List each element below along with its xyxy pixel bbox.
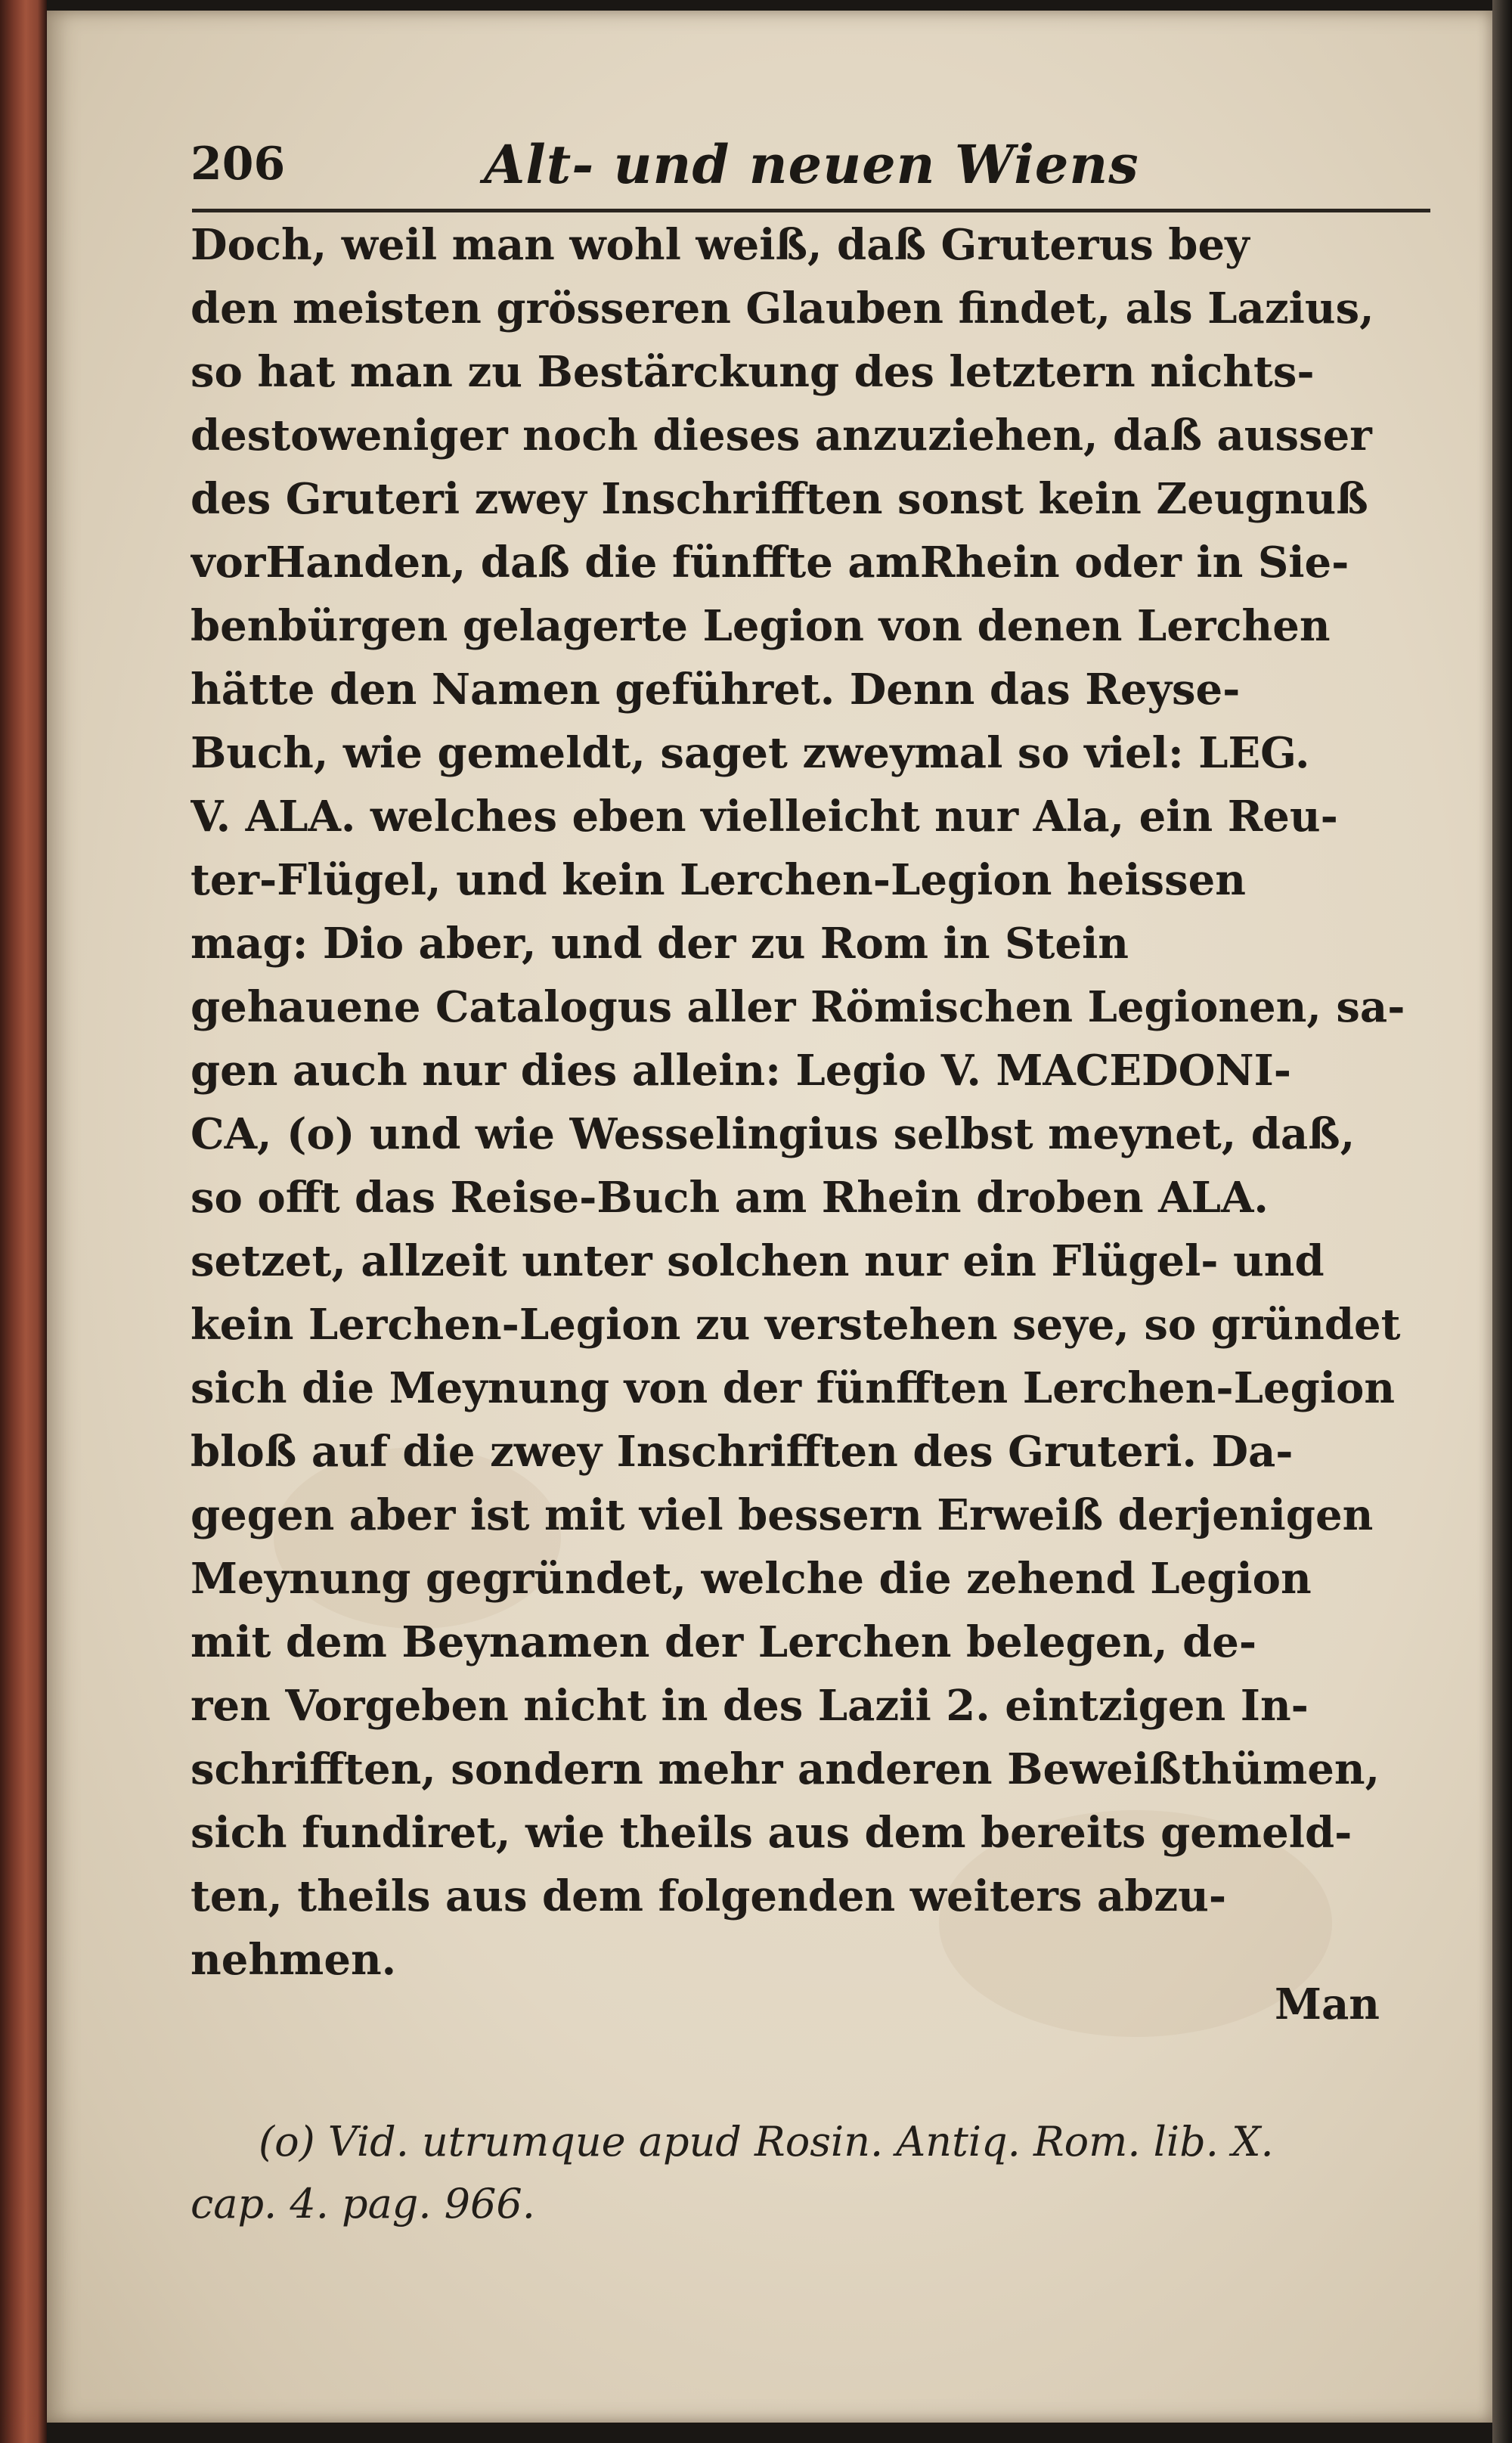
text-line: ren Vorgeben nicht in des Lazii 2. eintzigen In- [191,1681,1309,1731]
text-line: setzet, allzeit unter solchen nur ein Flügel- und [191,1236,1325,1286]
text-line: benbürgen gelagerte Legion von denen Lerchen [191,601,1331,651]
running-title: Alt- und neuen Wiens [484,133,1139,196]
text-line: hätte den Namen geführet. Denn das Reyse- [191,665,1241,715]
text-line: nehmen. [191,1935,397,1985]
page-number: 206 [191,138,286,191]
text-line: kein Lerchen-Legion zu verstehen seye, so gründet [191,1300,1401,1350]
text-line: CA, (o) und wie Wesselingius selbst meynet, daß, [191,1109,1356,1159]
text-line: destoweniger noch dieses anzuziehen, daß ausser [191,411,1372,460]
text-line: Doch, weil man wohl weiß, daß Gruterus bey [191,220,1250,270]
book-edge-right [1492,0,1512,2443]
text-line: so hat man zu Bestärckung des letztern nichts- [191,347,1315,397]
text-line: ter-Flügel, und kein Lerchen-Legion heissen [191,855,1246,905]
text-line: sich die Meynung von der fünfften Lerchen-Legion [191,1363,1396,1413]
main-text-block [191,213,1430,1992]
text-line: gehauene Catalogus aller Römischen Legionen, sa- [191,982,1405,1032]
text-line: so offt das Reise-Buch am Rhein droben ALA. [191,1173,1269,1223]
text-line: mag: Dio aber, und der zu Rom in Stein [191,919,1129,969]
header-rule [192,209,1430,212]
text-line: gen auch nur dies allein: Legio V. MACEDONI- [191,1046,1292,1096]
footnote [191,2111,1430,2235]
book-edge-left [0,0,47,2443]
text-line: bloß auf die zwey Inschrifften des Gruteri. Da- [191,1427,1294,1477]
text-line: Buch, wie gemeldt, saget zweymal so viel: LEG. [191,728,1310,778]
text-line: sich fundiret, wie theils aus dem bereits gemeld- [191,1808,1352,1858]
text-line: V. ALA. welches eben vielleicht nur Ala, ein Reu- [191,792,1338,842]
text-line: vorHanden, daß die fünffte amRhein oder in Sie- [191,538,1349,587]
page-header [191,133,1430,209]
text-line: des Gruteri zwey Inschrifften sonst kein Zeugnuß [191,474,1368,524]
footnote-line: cap. 4. pag. 966. [191,2180,535,2228]
catchword: Man [1275,1980,1380,2029]
text-line: mit dem Beynamen der Lerchen belegen, de- [191,1617,1257,1667]
text-line: den meisten grösseren Glauben findet, als Lazius, [191,284,1374,333]
text-line: gegen aber ist mit viel bessern Erweiß derjenigen [191,1490,1374,1540]
text-line: schrifften, sondern mehr anderen Beweißthümen, [191,1744,1380,1794]
text-line: Meynung gegründet, welche die zehend Legion [191,1554,1312,1604]
text-line: ten, theils aus dem folgenden weiters abzu- [191,1871,1227,1921]
footnote-line: (o) Vid. utrumque apud Rosin. Antiq. Rom. lib. X. [259,2118,1274,2166]
